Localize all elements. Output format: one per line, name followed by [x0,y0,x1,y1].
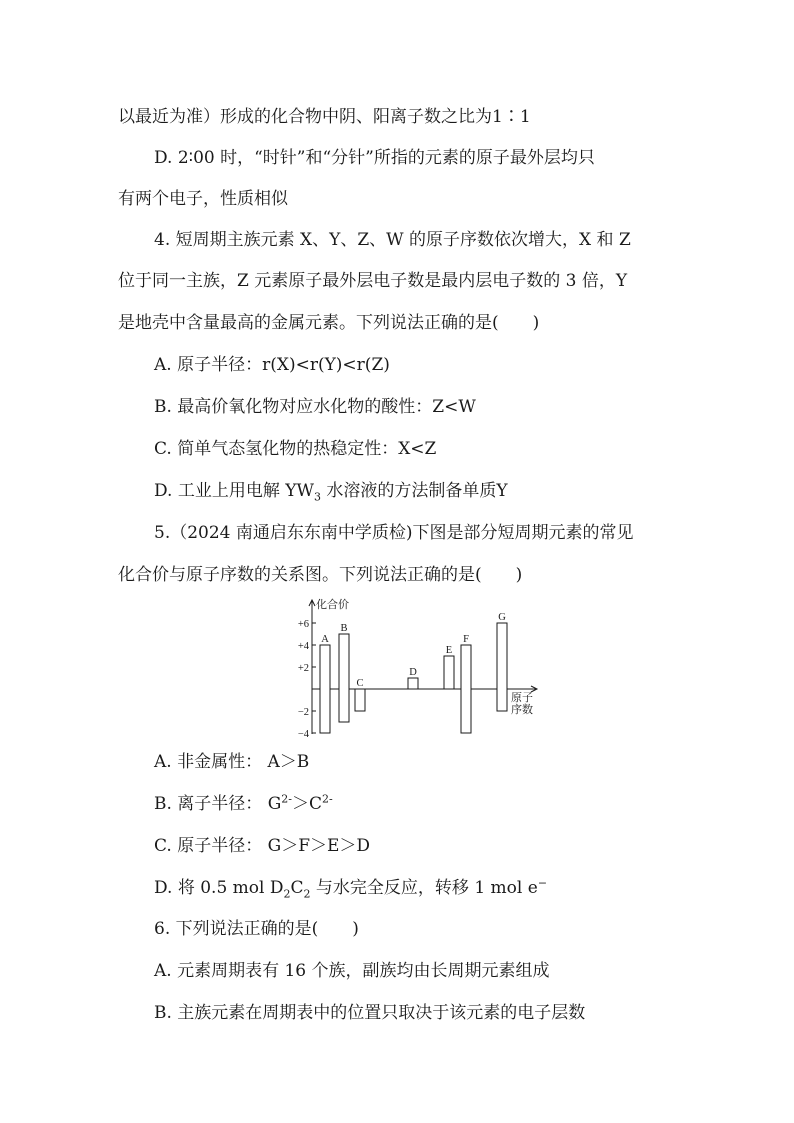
option-d5-text-c: 与水完全反应，转移 1 mol e [310,878,538,898]
option-d5-text-b: C [290,878,304,898]
bar-label-c: C [356,678,364,689]
question-5-stem-1: 5.（2024 南通启东东南中学质检)下图是部分短周期元素的常见 [154,523,634,543]
text-line-1: 以最近为准）形成的化合物中阴、阳离子数之比为1∶1 [118,107,531,127]
question-5-option-a: A. 非金属性： A＞B [154,752,310,772]
bar-b [339,634,349,722]
option-d-text-b: 水溶液的方法制备单质Y [320,481,508,501]
bar-c [355,689,365,711]
option-d-subscript: 3 [313,490,321,504]
text-line-3: 有两个电子，性质相似 [118,189,288,209]
bar-label-e: E [445,645,453,656]
bar-label-g: G [498,612,506,623]
x-axis-label-line-1: 原子 [511,692,533,704]
question-6-option-a: A. 元素周期表有 16 个族，副族均由长周期元素组成 [154,961,550,981]
question-4-stem-1: 4. 短周期主族元素 X、Y、Z、W 的原子序数依次增大，X 和 Z [154,230,631,250]
bar-label-b: B [340,623,348,634]
valence-chart [285,592,545,742]
option-d-text-a: D. 工业上用电解 YW [154,481,314,501]
question-5-option-d [154,877,547,899]
y-axis-label: 化合价 [316,599,349,611]
bar-f [461,645,471,733]
question-4-option-b: B. 最高价氧化物对应水化物的酸性：Z<W [154,397,476,417]
y-tick-label: +2 [297,663,309,674]
bar-label-d: D [409,667,417,678]
question-5-option-c: C. 原子半径： G＞F＞E＞D [154,836,371,856]
text-line-2: D. 2∶00 时，“时针”和“分针”所指的元素的原子最外层均只 [154,148,595,168]
option-b-text-a: B. 离子半径： G [154,794,282,814]
bar-g [497,623,507,711]
option-b-sup-1: 2- [281,792,293,806]
question-4-option-d [154,480,508,502]
y-tick-label: −4 [297,729,309,740]
question-4-stem-2: 位于同一主族，Z 元素原子最外层电子数是最内层电子数的 3 倍，Y [118,271,628,291]
question-5-stem-2: 化合价与原子序数的关系图。下列说法正确的是( ) [118,565,523,585]
bar-label-f: F [463,634,469,645]
question-5-option-b [154,793,333,815]
option-b-sup-2: 2- [322,792,333,806]
option-b-text-b: ＞C [292,794,323,814]
question-4-option-a: A. 原子半径：r(X)<r(Y)<r(Z) [154,355,390,375]
bar-d [408,678,418,689]
y-tick-label: −2 [297,707,309,718]
bar-label-a: A [321,634,329,645]
option-d5-sub-2: 2 [303,887,311,901]
y-tick-label: +6 [297,619,309,630]
question-4-option-c: C. 简单气态氢化物的热稳定性：X<Z [154,439,437,459]
option-d5-sup: − [537,876,548,890]
bar-e [444,656,454,689]
bar-a [320,645,330,733]
question-4-stem-3: 是地壳中含量最高的金属元素。下列说法正确的是( ) [118,313,540,333]
option-d5-sub-1: 2 [283,887,291,901]
question-6-option-b: B. 主族元素在周期表中的位置只取决于该元素的电子层数 [154,1003,586,1023]
question-6-stem: 6. 下列说法正确的是( ) [154,919,359,939]
option-d5-text-a: D. 将 0.5 mol D [154,878,284,898]
y-tick-label: +4 [297,641,309,652]
x-axis-label-line-2: 序数 [511,704,533,716]
